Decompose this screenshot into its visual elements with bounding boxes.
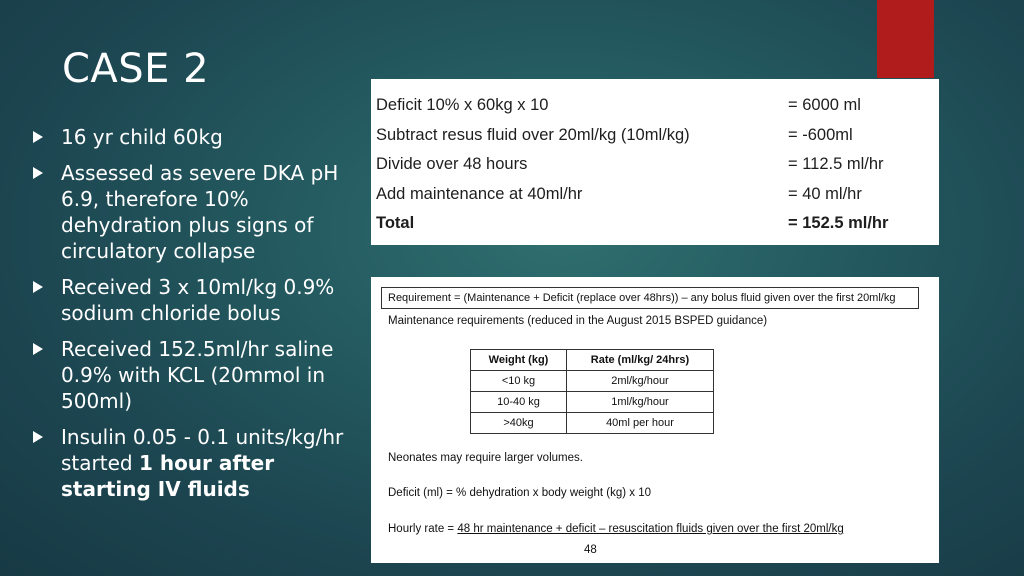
calc-label: Add maintenance at 40ml/hr [376, 185, 583, 203]
neonates-note: Neonates may require larger volumes. [388, 452, 583, 464]
table-cell: 1ml/kg/hour [567, 392, 714, 413]
bullet-item [33, 124, 348, 150]
bullet-arrow-icon [33, 281, 43, 293]
table-header: Rate (ml/kg/ 24hrs) [567, 350, 714, 371]
accent-bar [877, 0, 934, 78]
bullet-text-bold: 1 hour after starting IV fluids [61, 451, 275, 501]
calc-value: = 40 ml/hr [788, 185, 862, 203]
bullet-arrow-icon [33, 343, 43, 355]
table-row [471, 392, 714, 413]
page-number: 48 [584, 544, 597, 556]
table-header: Weight (kg) [471, 350, 567, 371]
table-cell: 10-40 kg [471, 392, 567, 413]
calc-label: Divide over 48 hours [376, 155, 528, 173]
bullet-item [33, 274, 348, 326]
calc-label: Subtract resus fluid over 20ml/kg (10ml/kg) [376, 126, 690, 144]
table-row [471, 413, 714, 434]
bullet-text: Received 152.5ml/hr saline 0.9% with KCL (20mmol in 500ml) [61, 337, 334, 413]
hourly-rate-prefix: Hourly rate = [388, 523, 458, 535]
table-row [471, 371, 714, 392]
bullet-item [33, 424, 348, 502]
calc-label: Deficit 10% x 60kg x 10 [376, 96, 549, 114]
bullet-arrow-icon [33, 167, 43, 179]
guideline-panel [371, 277, 939, 563]
maintenance-table [470, 349, 714, 434]
bullet-text: Received 3 x 10ml/kg 0.9% sodium chloride bolus [61, 275, 335, 325]
calc-value: = 152.5 ml/hr [788, 214, 889, 232]
bullet-list [33, 124, 348, 512]
calc-value: = 112.5 ml/hr [788, 155, 884, 173]
bullet-arrow-icon [33, 131, 43, 143]
hourly-rate-formula [388, 523, 844, 535]
calculation-panel [371, 79, 939, 245]
calc-value: = -600ml [788, 126, 853, 144]
bullet-text: 16 yr child 60kg [61, 125, 223, 149]
bullet-text: Insulin 0.05 - 0.1 units/kg/hr started [61, 425, 344, 475]
slide-title: CASE 2 [62, 46, 210, 92]
requirement-box: Requirement = (Maintenance + Deficit (replace over 48hrs)) – any bolus fluid given over the first 20ml/kg [381, 287, 919, 309]
calc-value: = 6000 ml [788, 96, 861, 114]
table-cell: >40kg [471, 413, 567, 434]
maintenance-note: Maintenance requirements (reduced in the August 2015 BSPED guidance) [388, 315, 768, 327]
deficit-formula: Deficit (ml) = % dehydration x body weight (kg) x 10 [388, 487, 652, 499]
table-cell: <10 kg [471, 371, 567, 392]
table-header-row [471, 350, 714, 371]
bullet-item [33, 160, 348, 264]
bullet-text: Assessed as severe DKA pH 6.9, therefore 10% dehydration plus signs of circulatory collapse [61, 161, 339, 263]
hourly-rate-underlined: 48 hr maintenance + deficit – resuscitation fluids given over the first 20ml/kg [457, 523, 844, 535]
bullet-arrow-icon [33, 431, 43, 443]
bullet-item [33, 336, 348, 414]
table-cell: 2ml/kg/hour [567, 371, 714, 392]
table-cell: 40ml per hour [567, 413, 714, 434]
calc-label: Total [376, 214, 415, 232]
